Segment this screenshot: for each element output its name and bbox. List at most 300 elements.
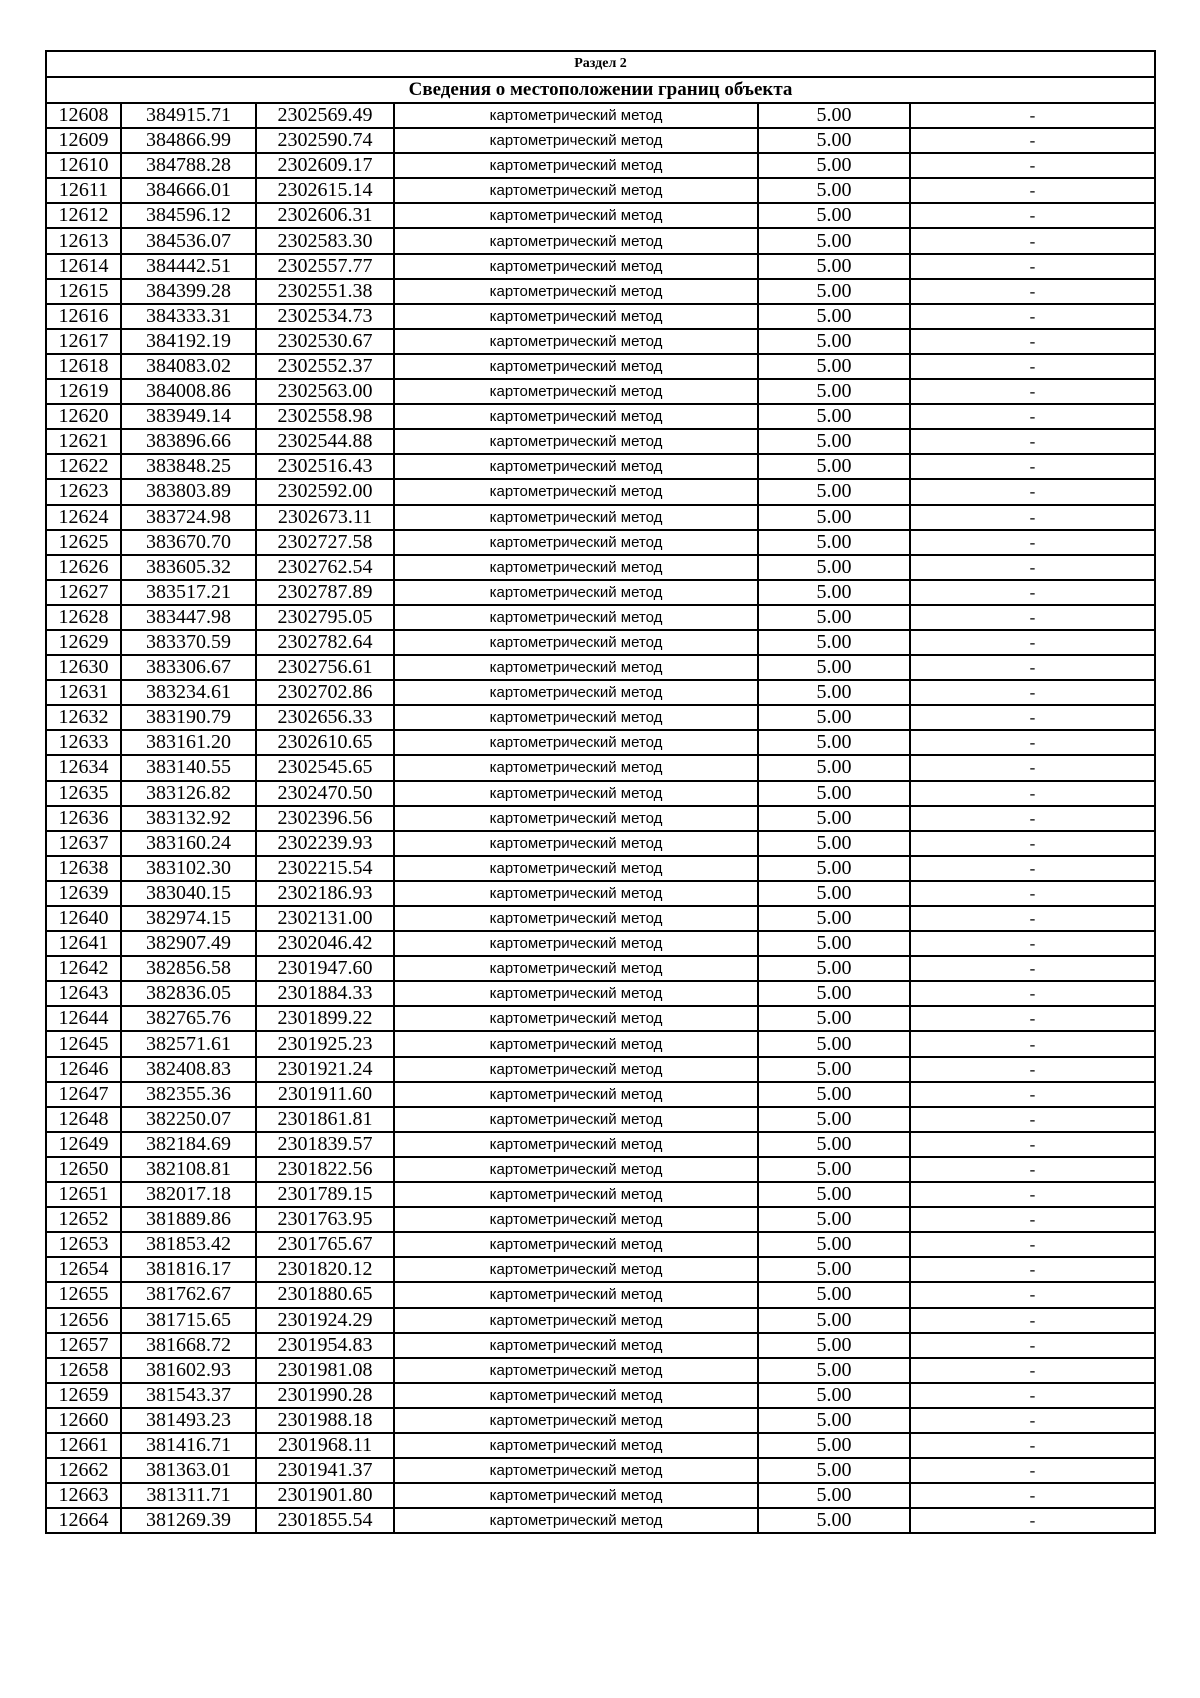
x-coordinate-cell: 382250.07 — [121, 1107, 256, 1132]
y-coordinate-cell: 2302673.11 — [256, 505, 394, 530]
point-number-cell: 12645 — [46, 1031, 121, 1056]
table-row — [46, 956, 1155, 981]
document-page — [45, 50, 1154, 1534]
method-cell: картометрический метод — [394, 1408, 758, 1433]
table-row — [46, 1207, 1155, 1232]
method-cell: картометрический метод — [394, 404, 758, 429]
x-coordinate-cell: 383190.79 — [121, 705, 256, 730]
method-cell: картометрический метод — [394, 831, 758, 856]
y-coordinate-cell: 2302563.00 — [256, 379, 394, 404]
description-cell: - — [910, 755, 1155, 780]
table-row — [46, 755, 1155, 780]
x-coordinate-cell: 382907.49 — [121, 931, 256, 956]
accuracy-cell: 5.00 — [758, 1333, 910, 1358]
point-number-cell: 12617 — [46, 329, 121, 354]
table-row — [46, 429, 1155, 454]
point-number-cell: 12637 — [46, 831, 121, 856]
method-cell: картометрический метод — [394, 254, 758, 279]
point-number-cell: 12663 — [46, 1483, 121, 1508]
description-cell: - — [910, 705, 1155, 730]
method-cell: картометрический метод — [394, 1458, 758, 1483]
description-cell: - — [910, 1132, 1155, 1157]
accuracy-cell: 5.00 — [758, 555, 910, 580]
table-row — [46, 1006, 1155, 1031]
section-heading: Раздел 2 — [46, 51, 1155, 77]
accuracy-cell: 5.00 — [758, 680, 910, 705]
table-row — [46, 404, 1155, 429]
description-cell: - — [910, 1006, 1155, 1031]
x-coordinate-cell: 383605.32 — [121, 555, 256, 580]
accuracy-cell: 5.00 — [758, 580, 910, 605]
method-cell: картометрический метод — [394, 781, 758, 806]
accuracy-cell: 5.00 — [758, 1082, 910, 1107]
point-number-cell: 12625 — [46, 530, 121, 555]
method-cell: картометрический метод — [394, 1508, 758, 1533]
accuracy-cell: 5.00 — [758, 931, 910, 956]
point-number-cell: 12652 — [46, 1207, 121, 1232]
description-cell: - — [910, 856, 1155, 881]
description-cell: - — [910, 831, 1155, 856]
method-cell: картометрический метод — [394, 479, 758, 504]
description-cell: - — [910, 781, 1155, 806]
point-number-cell: 12619 — [46, 379, 121, 404]
method-cell: картометрический метод — [394, 279, 758, 304]
point-number-cell: 12629 — [46, 630, 121, 655]
method-cell: картометрический метод — [394, 128, 758, 153]
y-coordinate-cell: 2302702.86 — [256, 680, 394, 705]
method-cell: картометрический метод — [394, 454, 758, 479]
accuracy-cell: 5.00 — [758, 1232, 910, 1257]
table-row — [46, 329, 1155, 354]
y-coordinate-cell: 2301947.60 — [256, 956, 394, 981]
point-number-cell: 12655 — [46, 1282, 121, 1307]
description-cell: - — [910, 329, 1155, 354]
method-cell: картометрический метод — [394, 755, 758, 780]
accuracy-cell: 5.00 — [758, 254, 910, 279]
point-number-cell: 12646 — [46, 1057, 121, 1082]
x-coordinate-cell: 381543.37 — [121, 1383, 256, 1408]
x-coordinate-cell: 382765.76 — [121, 1006, 256, 1031]
x-coordinate-cell: 382108.81 — [121, 1157, 256, 1182]
accuracy-cell: 5.00 — [758, 279, 910, 304]
y-coordinate-cell: 2301990.28 — [256, 1383, 394, 1408]
description-cell: - — [910, 505, 1155, 530]
y-coordinate-cell: 2301921.24 — [256, 1057, 394, 1082]
table-row — [46, 1257, 1155, 1282]
description-cell: - — [910, 1257, 1155, 1282]
description-cell: - — [910, 1232, 1155, 1257]
accuracy-cell: 5.00 — [758, 1508, 910, 1533]
point-number-cell: 12643 — [46, 981, 121, 1006]
y-coordinate-cell: 2302552.37 — [256, 354, 394, 379]
description-cell: - — [910, 981, 1155, 1006]
y-coordinate-cell: 2301988.18 — [256, 1408, 394, 1433]
accuracy-cell: 5.00 — [758, 1031, 910, 1056]
point-number-cell: 12613 — [46, 228, 121, 253]
x-coordinate-cell: 381493.23 — [121, 1408, 256, 1433]
y-coordinate-cell: 2302569.49 — [256, 103, 394, 128]
accuracy-cell: 5.00 — [758, 1182, 910, 1207]
x-coordinate-cell: 382017.18 — [121, 1182, 256, 1207]
method-cell: картометрический метод — [394, 555, 758, 580]
y-coordinate-cell: 2302131.00 — [256, 906, 394, 931]
method-cell: картометрический метод — [394, 806, 758, 831]
accuracy-cell: 5.00 — [758, 304, 910, 329]
table-title: Сведения о местоположении границ объекта — [46, 77, 1155, 103]
y-coordinate-cell: 2301968.11 — [256, 1433, 394, 1458]
x-coordinate-cell: 383102.30 — [121, 856, 256, 881]
x-coordinate-cell: 381668.72 — [121, 1333, 256, 1358]
x-coordinate-cell: 384666.01 — [121, 178, 256, 203]
y-coordinate-cell: 2302756.61 — [256, 655, 394, 680]
y-coordinate-cell: 2302470.50 — [256, 781, 394, 806]
accuracy-cell: 5.00 — [758, 730, 910, 755]
point-number-cell: 12614 — [46, 254, 121, 279]
x-coordinate-cell: 383447.98 — [121, 605, 256, 630]
x-coordinate-cell: 382571.61 — [121, 1031, 256, 1056]
y-coordinate-cell: 2302795.05 — [256, 605, 394, 630]
table-row — [46, 1383, 1155, 1408]
method-cell: картометрический метод — [394, 178, 758, 203]
x-coordinate-cell: 384596.12 — [121, 203, 256, 228]
boundary-coordinates-table — [45, 50, 1156, 1534]
accuracy-cell: 5.00 — [758, 1358, 910, 1383]
table-row — [46, 178, 1155, 203]
x-coordinate-cell: 381363.01 — [121, 1458, 256, 1483]
method-cell: картометрический метод — [394, 1207, 758, 1232]
y-coordinate-cell: 2302530.67 — [256, 329, 394, 354]
table-row — [46, 881, 1155, 906]
x-coordinate-cell: 381416.71 — [121, 1433, 256, 1458]
accuracy-cell: 5.00 — [758, 153, 910, 178]
table-row — [46, 1408, 1155, 1433]
method-cell: картометрический метод — [394, 1232, 758, 1257]
table-row — [46, 705, 1155, 730]
accuracy-cell: 5.00 — [758, 103, 910, 128]
table-row — [46, 856, 1155, 881]
point-number-cell: 12618 — [46, 354, 121, 379]
method-cell: картометрический метод — [394, 304, 758, 329]
y-coordinate-cell: 2301911.60 — [256, 1082, 394, 1107]
description-cell: - — [910, 1458, 1155, 1483]
table-row — [46, 1107, 1155, 1132]
method-cell: картометрический метод — [394, 103, 758, 128]
x-coordinate-cell: 382408.83 — [121, 1057, 256, 1082]
description-cell: - — [910, 1333, 1155, 1358]
method-cell: картометрический метод — [394, 956, 758, 981]
method-cell: картометрический метод — [394, 1082, 758, 1107]
accuracy-cell: 5.00 — [758, 1433, 910, 1458]
point-number-cell: 12660 — [46, 1408, 121, 1433]
y-coordinate-cell: 2302186.93 — [256, 881, 394, 906]
point-number-cell: 12611 — [46, 178, 121, 203]
accuracy-cell: 5.00 — [758, 1157, 910, 1182]
point-number-cell: 12653 — [46, 1232, 121, 1257]
y-coordinate-cell: 2301839.57 — [256, 1132, 394, 1157]
point-number-cell: 12656 — [46, 1308, 121, 1333]
table-row — [46, 103, 1155, 128]
x-coordinate-cell: 384915.71 — [121, 103, 256, 128]
table-row — [46, 655, 1155, 680]
x-coordinate-cell: 382355.36 — [121, 1082, 256, 1107]
description-cell: - — [910, 379, 1155, 404]
description-cell: - — [910, 1508, 1155, 1533]
method-cell: картометрический метод — [394, 379, 758, 404]
accuracy-cell: 5.00 — [758, 429, 910, 454]
point-number-cell: 12631 — [46, 680, 121, 705]
y-coordinate-cell: 2302534.73 — [256, 304, 394, 329]
point-number-cell: 12635 — [46, 781, 121, 806]
x-coordinate-cell: 384399.28 — [121, 279, 256, 304]
description-cell: - — [910, 1408, 1155, 1433]
description-cell: - — [910, 1082, 1155, 1107]
description-cell: - — [910, 354, 1155, 379]
description-cell: - — [910, 655, 1155, 680]
x-coordinate-cell: 382184.69 — [121, 1132, 256, 1157]
y-coordinate-cell: 2301884.33 — [256, 981, 394, 1006]
method-cell: картометрический метод — [394, 1132, 758, 1157]
y-coordinate-cell: 2302551.38 — [256, 279, 394, 304]
description-cell: - — [910, 1282, 1155, 1307]
y-coordinate-cell: 2302656.33 — [256, 705, 394, 730]
method-cell: картометрический метод — [394, 354, 758, 379]
table-row — [46, 203, 1155, 228]
accuracy-cell: 5.00 — [758, 605, 910, 630]
accuracy-cell: 5.00 — [758, 705, 910, 730]
accuracy-cell: 5.00 — [758, 881, 910, 906]
point-number-cell: 12639 — [46, 881, 121, 906]
y-coordinate-cell: 2302787.89 — [256, 580, 394, 605]
accuracy-cell: 5.00 — [758, 1383, 910, 1408]
y-coordinate-cell: 2301981.08 — [256, 1358, 394, 1383]
y-coordinate-cell: 2302215.54 — [256, 856, 394, 881]
description-cell: - — [910, 1308, 1155, 1333]
x-coordinate-cell: 383040.15 — [121, 881, 256, 906]
table-row — [46, 1157, 1155, 1182]
method-cell: картометрический метод — [394, 1057, 758, 1082]
y-coordinate-cell: 2301954.83 — [256, 1333, 394, 1358]
y-coordinate-cell: 2302558.98 — [256, 404, 394, 429]
x-coordinate-cell: 382836.05 — [121, 981, 256, 1006]
point-number-cell: 12622 — [46, 454, 121, 479]
table-row — [46, 1433, 1155, 1458]
y-coordinate-cell: 2302590.74 — [256, 128, 394, 153]
x-coordinate-cell: 381816.17 — [121, 1257, 256, 1282]
point-number-cell: 12657 — [46, 1333, 121, 1358]
table-row — [46, 1508, 1155, 1533]
table-row — [46, 781, 1155, 806]
table-row — [46, 1232, 1155, 1257]
table-row — [46, 279, 1155, 304]
method-cell: картометрический метод — [394, 1308, 758, 1333]
accuracy-cell: 5.00 — [758, 1408, 910, 1433]
point-number-cell: 12636 — [46, 806, 121, 831]
x-coordinate-cell: 381853.42 — [121, 1232, 256, 1257]
x-coordinate-cell: 384536.07 — [121, 228, 256, 253]
x-coordinate-cell: 383896.66 — [121, 429, 256, 454]
point-number-cell: 12634 — [46, 755, 121, 780]
point-number-cell: 12661 — [46, 1433, 121, 1458]
point-number-cell: 12626 — [46, 555, 121, 580]
point-number-cell: 12609 — [46, 128, 121, 153]
accuracy-cell: 5.00 — [758, 530, 910, 555]
accuracy-cell: 5.00 — [758, 354, 910, 379]
point-number-cell: 12623 — [46, 479, 121, 504]
x-coordinate-cell: 383517.21 — [121, 580, 256, 605]
description-cell: - — [910, 304, 1155, 329]
y-coordinate-cell: 2302606.31 — [256, 203, 394, 228]
point-number-cell: 12658 — [46, 1358, 121, 1383]
description-cell: - — [910, 906, 1155, 931]
y-coordinate-cell: 2302610.65 — [256, 730, 394, 755]
table-row — [46, 906, 1155, 931]
y-coordinate-cell: 2301924.29 — [256, 1308, 394, 1333]
method-cell: картометрический метод — [394, 881, 758, 906]
y-coordinate-cell: 2301822.56 — [256, 1157, 394, 1182]
table-row — [46, 806, 1155, 831]
accuracy-cell: 5.00 — [758, 1257, 910, 1282]
y-coordinate-cell: 2302544.88 — [256, 429, 394, 454]
accuracy-cell: 5.00 — [758, 1282, 910, 1307]
description-cell: - — [910, 279, 1155, 304]
point-number-cell: 12648 — [46, 1107, 121, 1132]
x-coordinate-cell: 383949.14 — [121, 404, 256, 429]
y-coordinate-cell: 2302545.65 — [256, 755, 394, 780]
point-number-cell: 12608 — [46, 103, 121, 128]
accuracy-cell: 5.00 — [758, 203, 910, 228]
accuracy-cell: 5.00 — [758, 906, 910, 931]
x-coordinate-cell: 384008.86 — [121, 379, 256, 404]
description-cell: - — [910, 1383, 1155, 1408]
y-coordinate-cell: 2301925.23 — [256, 1031, 394, 1056]
x-coordinate-cell: 382856.58 — [121, 956, 256, 981]
method-cell: картометрический метод — [394, 856, 758, 881]
description-cell: - — [910, 128, 1155, 153]
description-cell: - — [910, 730, 1155, 755]
table-row — [46, 254, 1155, 279]
y-coordinate-cell: 2302762.54 — [256, 555, 394, 580]
y-coordinate-cell: 2302557.77 — [256, 254, 394, 279]
point-number-cell: 12621 — [46, 429, 121, 454]
point-number-cell: 12612 — [46, 203, 121, 228]
x-coordinate-cell: 383132.92 — [121, 806, 256, 831]
point-number-cell: 12651 — [46, 1182, 121, 1207]
description-cell: - — [910, 1157, 1155, 1182]
accuracy-cell: 5.00 — [758, 379, 910, 404]
table-row — [46, 831, 1155, 856]
y-coordinate-cell: 2302592.00 — [256, 479, 394, 504]
x-coordinate-cell: 384866.99 — [121, 128, 256, 153]
method-cell: картометрический метод — [394, 329, 758, 354]
title-row — [46, 77, 1155, 103]
accuracy-cell: 5.00 — [758, 956, 910, 981]
method-cell: картометрический метод — [394, 1358, 758, 1383]
point-number-cell: 12664 — [46, 1508, 121, 1533]
y-coordinate-cell: 2301763.95 — [256, 1207, 394, 1232]
point-number-cell: 12616 — [46, 304, 121, 329]
table-row — [46, 1458, 1155, 1483]
table-row — [46, 605, 1155, 630]
method-cell: картометрический метод — [394, 1157, 758, 1182]
accuracy-cell: 5.00 — [758, 404, 910, 429]
method-cell: картометрический метод — [394, 1182, 758, 1207]
accuracy-cell: 5.00 — [758, 1207, 910, 1232]
x-coordinate-cell: 383234.61 — [121, 680, 256, 705]
method-cell: картометрический метод — [394, 153, 758, 178]
table-row — [46, 354, 1155, 379]
accuracy-cell: 5.00 — [758, 479, 910, 504]
description-cell: - — [910, 806, 1155, 831]
accuracy-cell: 5.00 — [758, 1107, 910, 1132]
method-cell: картометрический метод — [394, 1282, 758, 1307]
y-coordinate-cell: 2301789.15 — [256, 1182, 394, 1207]
x-coordinate-cell: 384788.28 — [121, 153, 256, 178]
x-coordinate-cell: 383140.55 — [121, 755, 256, 780]
x-coordinate-cell: 383126.82 — [121, 781, 256, 806]
accuracy-cell: 5.00 — [758, 1483, 910, 1508]
description-cell: - — [910, 931, 1155, 956]
accuracy-cell: 5.00 — [758, 831, 910, 856]
section-header-row — [46, 51, 1155, 77]
description-cell: - — [910, 1207, 1155, 1232]
point-number-cell: 12620 — [46, 404, 121, 429]
table-row — [46, 680, 1155, 705]
description-cell: - — [910, 680, 1155, 705]
x-coordinate-cell: 381602.93 — [121, 1358, 256, 1383]
accuracy-cell: 5.00 — [758, 505, 910, 530]
method-cell: картометрический метод — [394, 1031, 758, 1056]
point-number-cell: 12627 — [46, 580, 121, 605]
method-cell: картометрический метод — [394, 1333, 758, 1358]
point-number-cell: 12654 — [46, 1257, 121, 1282]
description-cell: - — [910, 254, 1155, 279]
y-coordinate-cell: 2302396.56 — [256, 806, 394, 831]
description-cell: - — [910, 605, 1155, 630]
table-row — [46, 1132, 1155, 1157]
x-coordinate-cell: 382974.15 — [121, 906, 256, 931]
accuracy-cell: 5.00 — [758, 128, 910, 153]
x-coordinate-cell: 383161.20 — [121, 730, 256, 755]
method-cell: картометрический метод — [394, 1107, 758, 1132]
accuracy-cell: 5.00 — [758, 1308, 910, 1333]
point-number-cell: 12628 — [46, 605, 121, 630]
point-number-cell: 12644 — [46, 1006, 121, 1031]
table-row — [46, 1308, 1155, 1333]
point-number-cell: 12642 — [46, 956, 121, 981]
description-cell: - — [910, 153, 1155, 178]
y-coordinate-cell: 2301765.67 — [256, 1232, 394, 1257]
table-row — [46, 530, 1155, 555]
table-row — [46, 555, 1155, 580]
accuracy-cell: 5.00 — [758, 1006, 910, 1031]
table-row — [46, 730, 1155, 755]
x-coordinate-cell: 383160.24 — [121, 831, 256, 856]
y-coordinate-cell: 2301861.81 — [256, 1107, 394, 1132]
table-row — [46, 479, 1155, 504]
table-row — [46, 1057, 1155, 1082]
description-cell: - — [910, 1057, 1155, 1082]
method-cell: картометрический метод — [394, 605, 758, 630]
method-cell: картометрический метод — [394, 1257, 758, 1282]
table-row — [46, 1358, 1155, 1383]
point-number-cell: 12633 — [46, 730, 121, 755]
point-number-cell: 12615 — [46, 279, 121, 304]
method-cell: картометрический метод — [394, 228, 758, 253]
method-cell: картометрический метод — [394, 680, 758, 705]
table-row — [46, 580, 1155, 605]
table-row — [46, 630, 1155, 655]
description-cell: - — [910, 1031, 1155, 1056]
